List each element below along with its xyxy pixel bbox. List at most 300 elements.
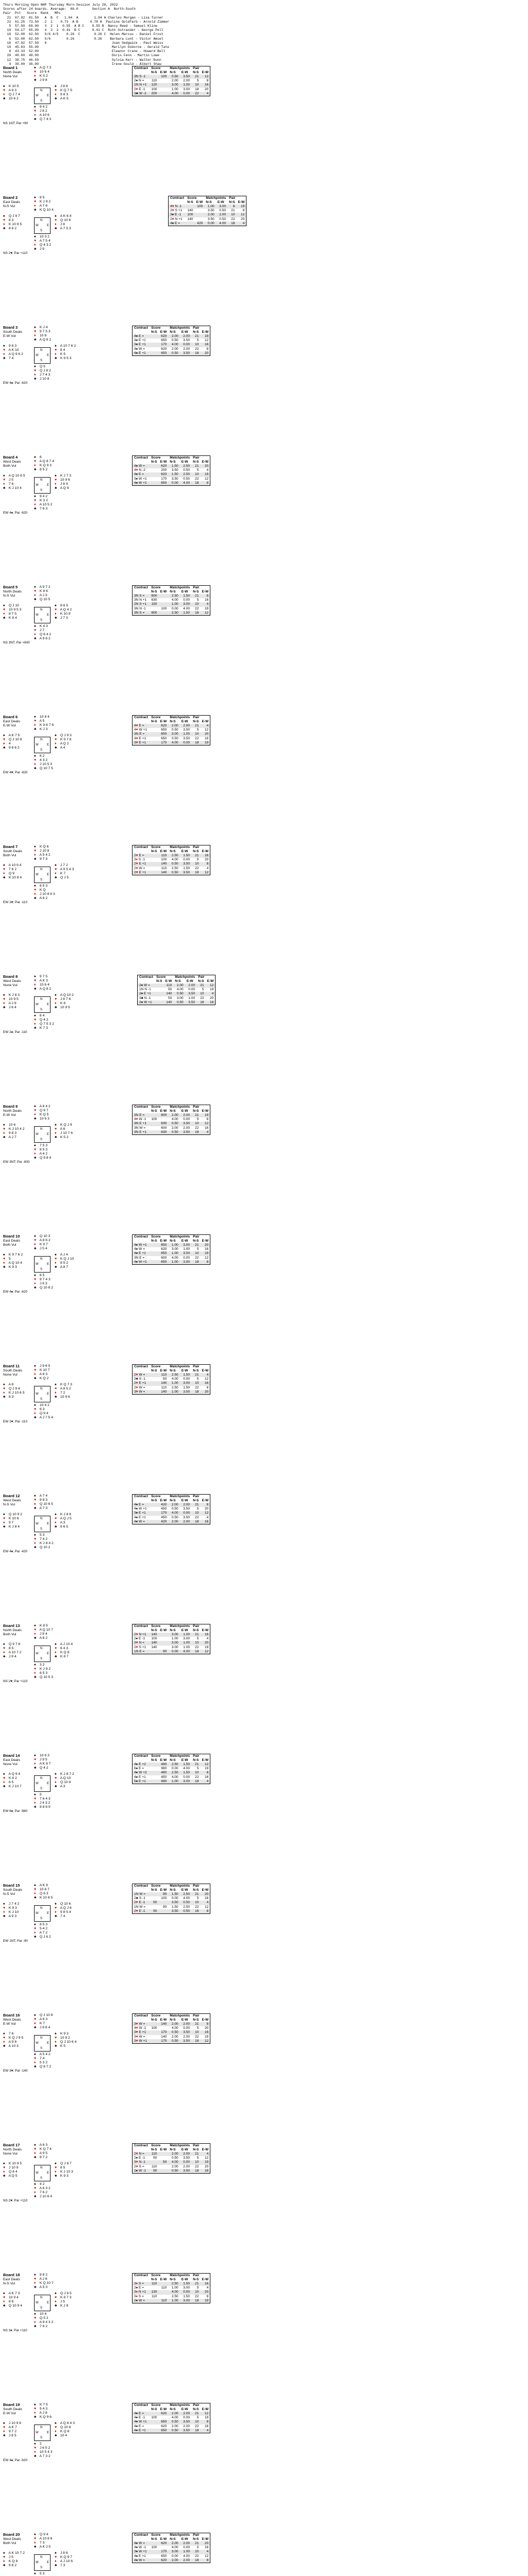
suit-icon: ♥ bbox=[55, 2555, 57, 2559]
suit-icon: ♠ bbox=[34, 1364, 36, 1368]
sub-header: E-W bbox=[181, 2278, 188, 2281]
ew-score: 620 bbox=[158, 334, 168, 338]
ew-score: 480 bbox=[158, 1780, 168, 1784]
ns-score bbox=[150, 464, 158, 468]
ns-score bbox=[150, 477, 158, 481]
ns-matchpoints: 4.00 bbox=[176, 988, 184, 992]
suit-holding: ♦ J 10 7 6 bbox=[55, 1131, 73, 1135]
sub-header: E-W bbox=[181, 71, 188, 74]
sub-header: N-S bbox=[170, 2537, 176, 2541]
suit-icon: ♥ bbox=[55, 1387, 57, 1391]
sub-header bbox=[133, 1369, 150, 1373]
ew-score: 980 bbox=[161, 1767, 167, 1771]
sub-header: N-S bbox=[151, 1499, 157, 1502]
ew-matchpoints: 2.00 bbox=[180, 2152, 191, 2156]
contract-cell: 2♥ E +1 bbox=[133, 871, 150, 875]
column-header: Pair bbox=[229, 196, 236, 200]
ns-pair: 5 bbox=[196, 1377, 199, 1381]
ew-pair: 19 bbox=[204, 2416, 209, 2420]
suit-holding: ♠ A J 10 4 bbox=[55, 1642, 73, 1646]
column-header: Score bbox=[151, 1365, 161, 1368]
suit-holding: ♦ K 10 9 5 bbox=[3, 223, 22, 226]
ew-pair: 19 bbox=[204, 1767, 209, 1771]
suit-holding: ♥ K J 9 2 bbox=[34, 200, 51, 204]
ew-pair: 8 bbox=[206, 79, 209, 83]
results-header bbox=[3, 3, 169, 66]
suit-icon: ♥ bbox=[34, 1278, 37, 1281]
sub-header: E-W bbox=[238, 200, 245, 204]
results-table bbox=[132, 1754, 210, 1784]
ns-matchpoints: 0.00 bbox=[171, 1896, 178, 1901]
results-table bbox=[132, 1494, 210, 1524]
sub-header: N-S bbox=[229, 200, 235, 204]
table-row bbox=[133, 2412, 210, 2416]
ns-pair: 22 bbox=[195, 2035, 199, 2039]
ns-pair: 10 bbox=[191, 862, 200, 866]
suit-holding: ♥ A 6 bbox=[55, 1127, 65, 1131]
compass-letter: S bbox=[40, 99, 43, 103]
dealer-label: North Deals bbox=[3, 1629, 22, 1632]
suit-icon: ♥ bbox=[136, 740, 138, 744]
suit-icon: ♥ bbox=[136, 862, 138, 866]
ew-score: 170 bbox=[158, 741, 168, 745]
suit-holding: ♠ 10 4 bbox=[34, 2312, 47, 2316]
contract-cell: 2♠ W +1 bbox=[138, 1001, 155, 1005]
suit-icon: ♥ bbox=[136, 736, 138, 740]
table-row bbox=[133, 2156, 210, 2160]
column-header: Pair bbox=[193, 1495, 200, 1498]
suit-holding: ♥ 9 7 4 3 bbox=[34, 1278, 51, 1281]
deal-diagram bbox=[3, 455, 122, 574]
suit-holding: ♦ A 4 2 bbox=[34, 1152, 48, 1156]
ew-score: 650 bbox=[158, 2420, 168, 2424]
suit-icon: ♠ bbox=[136, 1767, 138, 1771]
board-title: Board 2 bbox=[3, 195, 18, 200]
ew-matchpoints: 2.00 bbox=[183, 2035, 190, 2039]
ew-matchpoints: 2.00 bbox=[216, 213, 227, 217]
ew-pair: 20 bbox=[209, 996, 214, 1000]
sub-header: N-S bbox=[193, 1369, 199, 1372]
south-hand bbox=[34, 2572, 53, 2576]
ns-matchpoints: 1.00 bbox=[171, 1637, 178, 1641]
suit-holding: ♣ Q 10 2 bbox=[34, 1546, 51, 1549]
ew-matchpoints: 2.00 bbox=[180, 334, 191, 338]
west-hand bbox=[3, 1902, 19, 1919]
contract-cell: 1N E = bbox=[133, 1650, 150, 1654]
ns-pair: 22 bbox=[195, 1905, 199, 1909]
ns-pair: 5 bbox=[196, 1247, 199, 1251]
suit-icon: ♠ bbox=[34, 1234, 36, 1238]
sub-header: E-W bbox=[181, 1758, 188, 1762]
suit-icon: ♠ bbox=[136, 481, 138, 485]
results-table bbox=[132, 585, 210, 616]
column-header: Contract bbox=[134, 1495, 148, 1498]
suit-icon: ♦ bbox=[34, 1152, 36, 1156]
suit-holding: ♠ 9 4 2 bbox=[34, 105, 48, 109]
board-meta bbox=[3, 2408, 22, 2416]
ew-pair: 12 bbox=[201, 2412, 210, 2416]
ew-score: 140 bbox=[158, 862, 168, 866]
suit-holding: ♣ K J 10 4 bbox=[3, 486, 22, 490]
suit-icon: ♦ bbox=[34, 334, 36, 337]
suit-holding: ♦ 7 6 2 bbox=[34, 2191, 48, 2194]
suit-icon: ♦ bbox=[34, 1282, 36, 1285]
suit-holding: ♠ Q 10 6 bbox=[55, 1902, 71, 1906]
compass-letter: E bbox=[46, 224, 49, 227]
ns-pair: 22 bbox=[195, 1515, 199, 1519]
suit-holding: ♠ K Q 7 3 bbox=[55, 1383, 72, 1386]
suit-holding: ♠ K Q 6 bbox=[34, 845, 49, 849]
sub-header: N-S bbox=[151, 720, 157, 723]
suit-icon: ♣ bbox=[34, 2325, 37, 2328]
suit-icon: ♣ bbox=[55, 616, 57, 620]
contract-cell: 4♠ E -1 bbox=[134, 2416, 145, 2420]
suit-holding: ♦ 9 7 bbox=[3, 1521, 14, 1524]
suit-holding: ♠ K J 8 7 2 bbox=[55, 1772, 74, 1776]
suit-holding: ♠ K 10 5 bbox=[3, 84, 19, 88]
suit-holding: ♠ Q 9 7 6 bbox=[3, 1642, 21, 1646]
contract-cell: 3N S = bbox=[133, 594, 150, 598]
suit-holding: ♣ A 3 bbox=[55, 1785, 65, 1788]
compass-letter: W bbox=[36, 2301, 39, 2304]
ew-pair: 8 bbox=[201, 1260, 210, 1265]
contract-cell: 2♠ W -1 bbox=[133, 2169, 150, 2174]
ew-score: 600 bbox=[161, 1126, 167, 1130]
column-header: Matchpoints bbox=[170, 2014, 190, 2018]
suit-icon: ♥ bbox=[136, 1389, 138, 1394]
table-row bbox=[133, 867, 210, 871]
ns-matchpoints: 2.00 bbox=[173, 984, 185, 988]
sub-header: N-S bbox=[206, 200, 212, 204]
ns-score: 50 bbox=[150, 1909, 158, 1914]
suit-icon: ♦ bbox=[34, 1931, 36, 1935]
suit-icon: ♠ bbox=[55, 993, 57, 997]
board-title: Board 4 bbox=[3, 455, 18, 460]
suit-holding: ♦ K Q 5 bbox=[34, 1113, 49, 1116]
suit-holding: ♦ K Q 8 bbox=[55, 1651, 70, 1654]
suit-holding: ♥ A Q 10 7 bbox=[34, 1628, 53, 1632]
compass-letter: N bbox=[40, 2556, 43, 2559]
suit-holding: ♥ K 8 6 bbox=[34, 589, 48, 593]
table-row bbox=[133, 594, 210, 598]
ew-pair: 16 bbox=[201, 2030, 210, 2035]
suit-holding: ♦ J 5 bbox=[55, 2300, 65, 2303]
sub-header: E-W bbox=[217, 200, 224, 204]
suit-icon: ♦ bbox=[34, 464, 36, 467]
column-header: Matchpoints bbox=[170, 1105, 190, 1109]
ew-matchpoints: 0.00 bbox=[183, 2546, 190, 2550]
table-row bbox=[133, 602, 210, 606]
board-4 bbox=[3, 455, 525, 579]
suit-icon: ♥ bbox=[34, 239, 37, 243]
dealer-label: South Deals bbox=[3, 1888, 23, 1892]
sub-header: N-S bbox=[151, 1758, 157, 1762]
compass-letter: W bbox=[36, 1263, 39, 1266]
ns-pair: 10 bbox=[191, 2160, 200, 2164]
suit-icon: ♥ bbox=[34, 589, 37, 593]
column-header: Matchpoints bbox=[170, 1624, 190, 1628]
column-header: Pair bbox=[193, 586, 200, 589]
contract-cell: 2♥ S = bbox=[134, 2164, 144, 2168]
suit-holding: ♣ Q 10 5 3 bbox=[34, 1675, 53, 1679]
contract-cell: 2♠ W = bbox=[133, 2299, 150, 2303]
suit-holding: ♥ A 9 5 4 3 bbox=[55, 868, 74, 871]
suit-holding: ♣ K 8 7 bbox=[55, 1655, 69, 1658]
suit-holding: ♥ A 5 bbox=[34, 719, 45, 723]
ns-pair: 10 bbox=[191, 83, 200, 87]
suit-icon: ♦ bbox=[55, 93, 57, 96]
suit-icon: ♠ bbox=[34, 2053, 36, 2056]
column-header: Pair bbox=[193, 2144, 200, 2147]
table-row bbox=[133, 2160, 210, 2164]
suit-icon: ♠ bbox=[55, 2421, 57, 2425]
suit-icon: ♥ bbox=[136, 1633, 138, 1636]
suit-icon: ♥ bbox=[34, 1537, 37, 1541]
suit-holding: ♥ K 10 7 bbox=[34, 1368, 50, 1372]
east-hand bbox=[55, 474, 71, 490]
ns-matchpoints: 2.50 bbox=[168, 611, 179, 616]
suit-holding: ♦ A 7 2 bbox=[34, 1931, 48, 1935]
compass-letter: N bbox=[40, 738, 43, 741]
ns-pair: 22 bbox=[195, 1645, 199, 1649]
column-header: Score bbox=[151, 2014, 161, 2018]
ew-matchpoints: 4.00 bbox=[216, 222, 227, 226]
ew-matchpoints: 0.00 bbox=[188, 988, 195, 992]
suit-holding: ♥ K 9 3 bbox=[3, 1906, 17, 1910]
column-header: Contract bbox=[134, 1624, 148, 1628]
suit-holding: ♥ A Q 8 7 4 bbox=[34, 460, 54, 463]
suit-holding: ♣ 7 3 bbox=[55, 2564, 65, 2567]
vulnerability-label: N-S Vul bbox=[3, 594, 15, 598]
dealer-label: East Deals bbox=[3, 200, 20, 204]
ew-pair: 16 bbox=[204, 2546, 209, 2550]
ew-pair: 20 bbox=[201, 2541, 210, 2546]
suit-icon: ♦ bbox=[34, 74, 36, 78]
ew-pair: 20 bbox=[204, 87, 209, 91]
ew-matchpoints: 0.00 bbox=[183, 1377, 190, 1381]
ns-score: 110 bbox=[151, 2164, 157, 2168]
suit-holding: ♥ K 8 2 bbox=[3, 1776, 17, 1780]
suit-holding: ♣ A Q 8 2 bbox=[34, 987, 52, 991]
suit-icon: ♣ bbox=[34, 896, 37, 900]
sub-header: E-W bbox=[181, 2537, 188, 2541]
suit-icon: ♠ bbox=[136, 2298, 138, 2302]
sub-header: E-W bbox=[160, 1758, 167, 1762]
ns-score bbox=[150, 1251, 158, 1256]
ew-matchpoints: 3.00 bbox=[183, 1637, 190, 1641]
board-meta bbox=[3, 1109, 22, 1117]
suit-icon: ♠ bbox=[34, 2273, 36, 2277]
suit-icon: ♣ bbox=[34, 507, 37, 511]
ns-matchpoints: 0.50 bbox=[171, 728, 178, 732]
ns-score: 110 bbox=[151, 2294, 157, 2298]
sub-header bbox=[138, 979, 155, 984]
ns-score bbox=[150, 1771, 158, 1775]
ns-score: 100 bbox=[151, 2026, 157, 2030]
contract-cell: 2♥ E -1 bbox=[134, 87, 145, 91]
suit-icon: ♦ bbox=[34, 503, 36, 506]
ew-matchpoints: 3.00 bbox=[180, 1780, 191, 1784]
ns-matchpoints: 0.50 bbox=[168, 871, 179, 875]
suit-icon: ♦ bbox=[55, 1002, 57, 1005]
vulnerability-label: None Vul bbox=[3, 1373, 18, 1377]
suit-holding: ♦ A 10 7 2 bbox=[3, 1651, 22, 1654]
suit-icon: ♥ bbox=[34, 1239, 37, 1242]
ew-score: 620 bbox=[158, 472, 168, 477]
ew-score bbox=[158, 611, 168, 616]
sub-header: N-S bbox=[170, 1109, 176, 1113]
suit-icon: ♠ bbox=[136, 2550, 138, 2554]
suit-holding: ♥ K 3 2 bbox=[34, 499, 48, 502]
suit-icon: ♦ bbox=[55, 612, 57, 616]
east-hand bbox=[55, 863, 74, 880]
suit-icon: ♥ bbox=[34, 1498, 37, 1502]
suit-icon: ♥ bbox=[136, 2026, 138, 2030]
sub-header: N-S bbox=[193, 1758, 199, 1762]
suit-icon: ♠ bbox=[34, 845, 36, 849]
contract-cell: 3♥ E +1 bbox=[133, 741, 150, 745]
ns-score: 100 bbox=[186, 213, 194, 217]
ns-pair: 10 bbox=[191, 2030, 200, 2035]
dealer-label: North Deals bbox=[3, 590, 22, 594]
table-row bbox=[133, 737, 210, 741]
suit-holding: ♠ K 8 5 bbox=[34, 1624, 48, 1628]
east-hand bbox=[55, 993, 74, 1010]
ew-pair: 20 bbox=[240, 217, 245, 221]
ns-pair: 5 bbox=[196, 858, 199, 862]
ns-score bbox=[150, 1386, 158, 1390]
contract-cell: 3N N -1 bbox=[134, 606, 146, 611]
suit-holding: ♠ 6 4 bbox=[34, 1014, 45, 1018]
west-hand bbox=[3, 863, 22, 880]
ns-pair: 10 bbox=[227, 213, 236, 217]
compass-letter: E bbox=[46, 614, 49, 617]
ns-matchpoints: 4.00 bbox=[171, 2416, 178, 2420]
ew-pair: 16 bbox=[204, 1896, 209, 1901]
ns-pair: 21 bbox=[191, 594, 200, 598]
sub-header: E-W bbox=[181, 1109, 188, 1113]
suit-holding: ♦ A 8 3 bbox=[34, 1372, 48, 1376]
suit-icon: ♠ bbox=[136, 1762, 138, 1766]
suit-holding: ♦ K Q 6 bbox=[55, 2430, 70, 2433]
contract-cell: 3♥ N -1 bbox=[133, 2160, 150, 2164]
suit-holding: ♣ K Q 10 4 bbox=[34, 208, 54, 212]
suit-icon: ♠ bbox=[136, 1260, 138, 1264]
suit-holding: ♠ A 10 7 6 2 bbox=[55, 344, 76, 348]
sub-header: E-W bbox=[202, 1758, 209, 1762]
table-row bbox=[133, 343, 210, 347]
column-header: Matchpoints bbox=[170, 1754, 190, 1758]
compass-box bbox=[34, 88, 51, 104]
suit-icon: ♦ bbox=[34, 113, 36, 117]
ns-score: 50 bbox=[150, 1901, 158, 1905]
deal-diagram bbox=[3, 2533, 122, 2576]
suit-icon: ♥ bbox=[136, 2160, 138, 2164]
compass-letter: E bbox=[46, 2431, 49, 2434]
sub-header: E-W bbox=[202, 590, 209, 594]
compass-letter: W bbox=[36, 94, 39, 97]
ew-pair: 4 bbox=[206, 866, 209, 870]
ew-pair: 12 bbox=[204, 1377, 209, 1381]
suit-holding: ♠ K J 8 6 bbox=[55, 1513, 72, 1516]
ns-pair: 18 bbox=[191, 351, 200, 356]
east-hand bbox=[55, 1772, 74, 1789]
ns-matchpoints: 4.00 bbox=[171, 1775, 178, 1779]
suit-icon: ♥ bbox=[34, 2316, 37, 2320]
contract-cell: 3♠ E -1 bbox=[169, 213, 186, 217]
suit-holding: ♥ A Q 10 bbox=[55, 1776, 71, 1780]
board-12 bbox=[3, 1494, 525, 1618]
suit-holding: ♥ A 8 5 2 bbox=[55, 1387, 71, 1391]
table-row bbox=[133, 732, 210, 736]
suit-icon: ♥ bbox=[34, 719, 37, 723]
suit-holding: ♠ 10 8 4 bbox=[34, 715, 50, 719]
ns-matchpoints: 0.50 bbox=[168, 2039, 179, 2044]
deal-diagram bbox=[3, 1234, 122, 1353]
north-hand bbox=[34, 326, 51, 342]
suit-icon: ♦ bbox=[55, 223, 57, 226]
east-hand bbox=[55, 734, 72, 750]
column-header: Matchpoints bbox=[170, 2274, 190, 2277]
suit-icon: ♥ bbox=[3, 89, 6, 92]
sub-header bbox=[133, 1629, 150, 1633]
suit-icon: ♠ bbox=[136, 351, 138, 355]
table-row bbox=[133, 1507, 210, 1511]
ns-score: 110 bbox=[150, 2152, 158, 2156]
suit-holding: ♣ K J 10 7 bbox=[3, 1785, 22, 1788]
ns-score bbox=[150, 1905, 158, 1909]
suit-holding: ♦ J 6 3 bbox=[34, 1282, 47, 1285]
suit-icon: ♦ bbox=[34, 1632, 36, 1636]
suit-icon: ♠ bbox=[34, 754, 36, 758]
suit-icon: ♥ bbox=[136, 1901, 138, 1905]
suit-holding: ♦ J 7 4 3 bbox=[34, 373, 51, 377]
ew-pair: 20 bbox=[204, 858, 209, 862]
suit-holding: ♣ J 10 8 bbox=[34, 377, 50, 381]
suit-icon: ♣ bbox=[3, 1006, 6, 1009]
contract-cell: 3♠ E +1 bbox=[133, 1511, 150, 1515]
ew-matchpoints: 1.00 bbox=[183, 1645, 190, 1649]
ew-matchpoints: 0.00 bbox=[180, 741, 191, 745]
table-row bbox=[133, 598, 210, 602]
suit-holding: ♣ 10 6 3 bbox=[34, 1117, 50, 1121]
ew-matchpoints: 1.00 bbox=[180, 1641, 191, 1645]
suit-holding: ♣ Q 4 2 bbox=[34, 1766, 48, 1770]
ns-pair: 22 bbox=[195, 347, 199, 351]
par-line: NS 3♦; Par +110 bbox=[3, 2329, 27, 2332]
suit-holding: ♥ 7 6 2 bbox=[3, 868, 17, 871]
column-header: Pair bbox=[193, 326, 200, 330]
ew-score: 450 bbox=[161, 1507, 167, 1511]
suit-icon: ♥ bbox=[136, 1909, 138, 1913]
north-hand bbox=[34, 2403, 52, 2419]
ns-matchpoints: 2.50 bbox=[171, 2294, 178, 2298]
suit-icon: ♠ bbox=[34, 2572, 36, 2575]
compass-letter: W bbox=[36, 1003, 39, 1006]
suit-holding: ♥ A 9 3 bbox=[3, 89, 17, 92]
suit-icon: ♥ bbox=[172, 205, 174, 208]
ns-pair: 5 bbox=[196, 1117, 199, 1122]
ns-matchpoints: 0.50 bbox=[173, 992, 185, 996]
suit-icon: ♠ bbox=[141, 984, 143, 987]
par-line: NS 2♥; Par +110 bbox=[3, 1680, 28, 1683]
column-header: Matchpoints bbox=[170, 845, 190, 849]
board-meta bbox=[3, 2278, 20, 2286]
contract-cell: 4♠ W -1 bbox=[134, 2546, 146, 2550]
suit-icon: ♣ bbox=[34, 857, 37, 861]
suit-icon: ♠ bbox=[34, 585, 36, 589]
contract-cell: 4♠ W +1 bbox=[133, 1260, 150, 1265]
